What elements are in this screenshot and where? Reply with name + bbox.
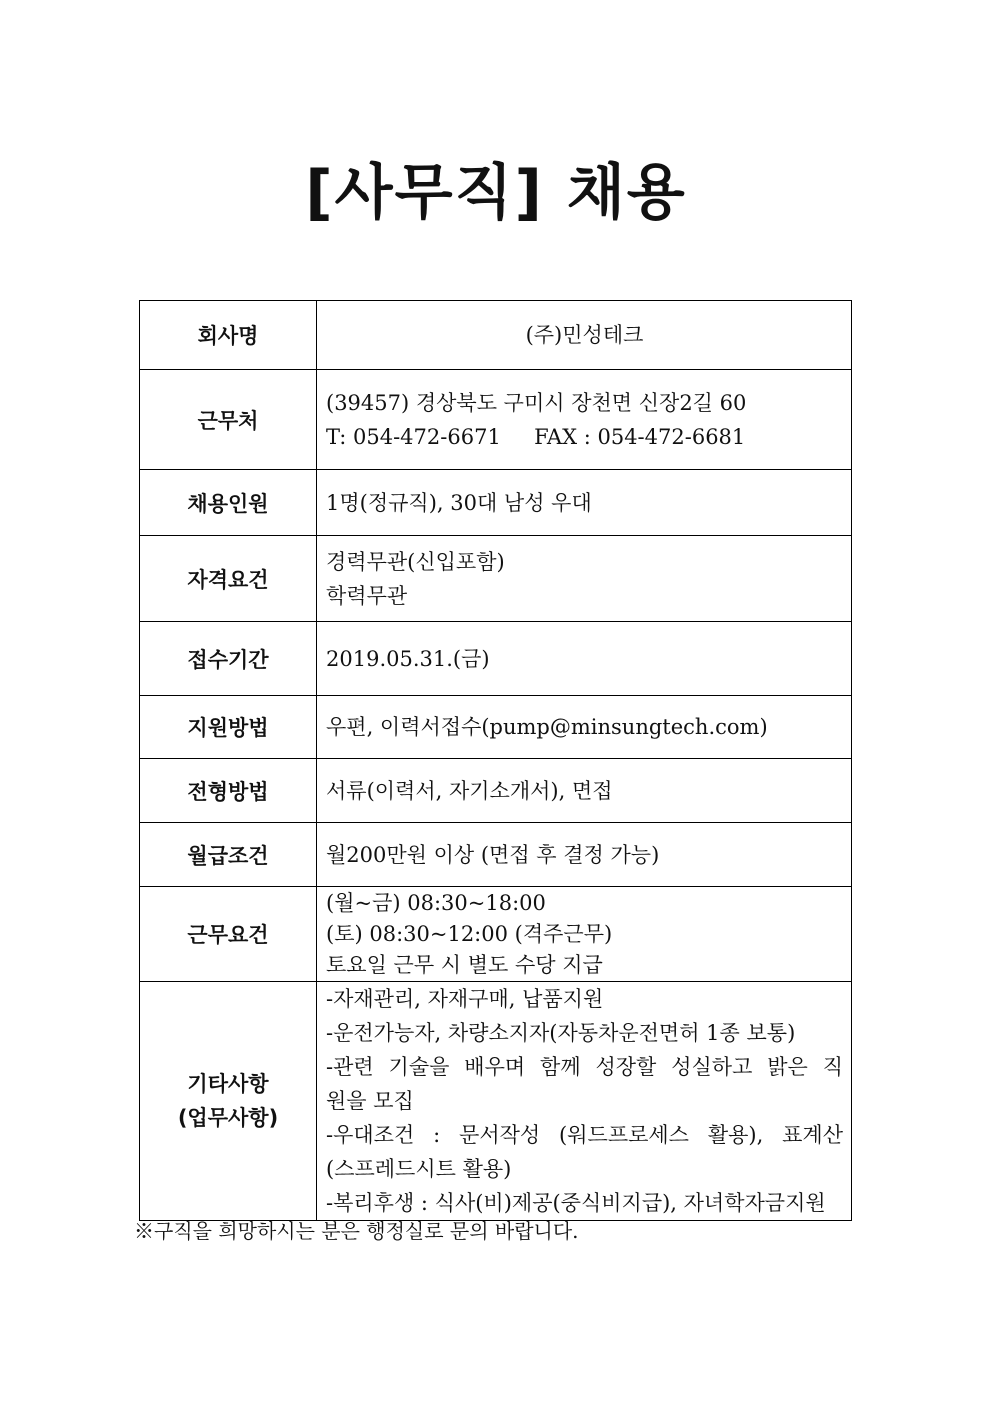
job-posting-table	[139, 300, 852, 1221]
value-line: -자재관리, 자재구매, 납품지원	[326, 987, 604, 1011]
row-label: 근무처	[140, 370, 317, 470]
table-row-headcount	[140, 470, 852, 536]
table-row-application-method	[140, 696, 852, 759]
other-notes-value	[317, 982, 852, 1221]
value-line: 학력무관	[326, 583, 408, 608]
value-line: 서류(이력서, 자기소개서), 면접	[326, 778, 613, 803]
row-label: 월급조건	[140, 823, 317, 887]
value-line: -복리후생 : 식사(비)제공(중식비지급), 자녀학자금지원	[326, 1191, 826, 1215]
table-row-company	[140, 301, 852, 370]
value-line: (토) 08:30~12:00 (격주근무)	[326, 921, 613, 946]
workplace-value	[317, 370, 852, 470]
value-line: -관련 기술을 배우며 함께 성장할 성실하고 밝은 직	[326, 1055, 843, 1079]
page-title: [사무직] 채용	[305, 158, 687, 228]
value-line: 원을 모집	[326, 1089, 414, 1113]
company-name	[317, 301, 852, 370]
row-label: 자격요건	[140, 536, 317, 622]
value-line: (월~금) 08:30~18:00	[326, 890, 546, 915]
application-method-value	[317, 696, 852, 759]
table-row-selection-process	[140, 759, 852, 823]
table-row-working-conditions	[140, 887, 852, 982]
table-row-workplace	[140, 370, 852, 470]
row-label: 접수기간	[140, 622, 317, 696]
table-row-qualifications	[140, 536, 852, 622]
headcount-value	[317, 470, 852, 536]
row-label-line: 기타사항	[187, 1072, 269, 1096]
row-label	[140, 982, 317, 1221]
working-conditions-value	[317, 887, 852, 982]
address-line: (39457) 경상북도 구미시 장천면 신장2길 60	[326, 390, 747, 415]
value-line: 경력무관(신입포함)	[326, 549, 505, 574]
table-row-salary	[140, 823, 852, 887]
table-row-application-period	[140, 622, 852, 696]
footer-note: ※구직을 희망하시는 분은 행정실로 문의 바랍니다.	[134, 1219, 579, 1243]
company-name-text: (주)민성테크	[525, 323, 644, 347]
value-line: 2019.05.31.(금)	[326, 646, 490, 671]
value-line: -우대조건 : 문서작성 (워드프로세스 활용), 표계산	[326, 1123, 843, 1147]
qualifications-value	[317, 536, 852, 622]
row-label: 지원방법	[140, 696, 317, 759]
value-line: 토요일 근무 시 별도 수당 지급	[326, 952, 603, 977]
value-line: (스프레드시트 활용)	[326, 1157, 512, 1181]
row-label: 채용인원	[140, 470, 317, 536]
value-line: 우편, 이력서접수(pump@minsungtech.com)	[326, 715, 768, 739]
application-period-value	[317, 622, 852, 696]
value-line: -운전가능자, 차량소지자(자동차운전면허 1종 보통)	[326, 1021, 796, 1045]
value-line: 1명(정규직), 30대 남성 우대	[326, 490, 592, 515]
table-row-other-notes	[140, 982, 852, 1221]
row-label: 근무요건	[140, 887, 317, 982]
row-label: 전형방법	[140, 759, 317, 823]
salary-value	[317, 823, 852, 887]
row-label-line: (업무사항)	[177, 1106, 279, 1130]
value-line: 월200만원 이상 (면접 후 결정 가능)	[326, 842, 660, 867]
phone-fax-line: T: 054-472-6671 FAX : 054-472-6681	[326, 424, 746, 449]
selection-process-value	[317, 759, 852, 823]
row-label: 회사명	[140, 301, 317, 370]
